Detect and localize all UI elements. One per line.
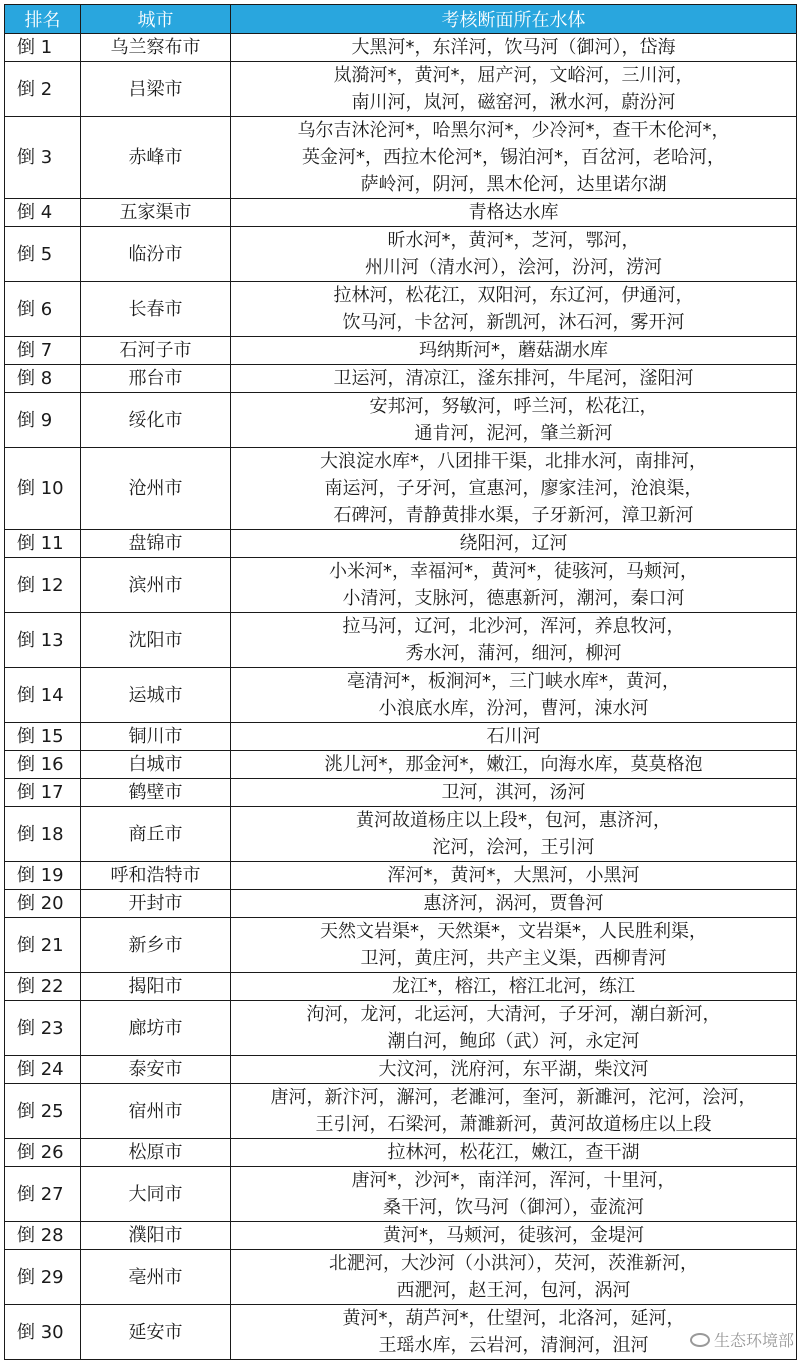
water-cell: 绕阳河，辽河 (231, 530, 797, 558)
weibo-logo-icon (690, 1333, 710, 1347)
water-cell: 拉林河，松花江，双阳河，东辽河，伊通河， 饮马河，卡岔河，新凯河，沐石河，雾开河 (231, 282, 797, 337)
water-cell: 昕水河*，黄河*，芝河，鄂河， 州川河（清水河），浍河，汾河，涝河 (231, 227, 797, 282)
city-cell: 石河子市 (81, 337, 231, 365)
water-cell: 洮儿河*，那金河*，嫩江，向海水库，莫莫格泡 (231, 751, 797, 779)
water-cell: 惠济河，涡河，贾鲁河 (231, 890, 797, 918)
city-cell: 赤峰市 (81, 117, 231, 199)
table-row (5, 1167, 797, 1222)
city-cell: 临汾市 (81, 227, 231, 282)
table-row (5, 530, 797, 558)
water-cell: 泃河，龙河，北运河，大清河，子牙河，潮白新河， 潮白河，鲍邱（武）河，永定河 (231, 1001, 797, 1056)
water-cell: 北淝河，大沙河（小洪河），芡河，茨淮新河， 西淝河，赵王河，包河，涡河 (231, 1250, 797, 1305)
table-row (5, 227, 797, 282)
water-cell: 卫河，淇河，汤河 (231, 779, 797, 807)
city-cell: 铜川市 (81, 723, 231, 751)
watermark (690, 1328, 794, 1351)
assessment-table (4, 4, 797, 1360)
table-row (5, 890, 797, 918)
table-row (5, 34, 797, 62)
city-cell: 商丘市 (81, 807, 231, 862)
table-row (5, 1222, 797, 1250)
table-row (5, 199, 797, 227)
table-row (5, 365, 797, 393)
rank-cell: 倒 28 (5, 1222, 81, 1250)
water-cell: 黄河*，葫芦河*，仕望河，北洛河，延河， 王瑶水库，云岩河，清涧河，沮河 (231, 1305, 797, 1360)
rank-cell: 倒 18 (5, 807, 81, 862)
rank-cell: 倒 5 (5, 227, 81, 282)
water-cell: 唐河*，沙河*，南洋河，浑河，十里河， 桑干河，饮马河（御河），壶流河 (231, 1167, 797, 1222)
city-cell: 宿州市 (81, 1084, 231, 1139)
rank-cell: 倒 13 (5, 613, 81, 668)
table-row (5, 723, 797, 751)
table-header-row (5, 5, 797, 34)
rank-cell: 倒 24 (5, 1056, 81, 1084)
table-row (5, 1250, 797, 1305)
table-row (5, 807, 797, 862)
rank-cell: 倒 11 (5, 530, 81, 558)
city-cell: 亳州市 (81, 1250, 231, 1305)
rank-cell: 倒 30 (5, 1305, 81, 1360)
watermark-text: 生态环境部 (713, 1331, 794, 1350)
table-row (5, 751, 797, 779)
table-row (5, 1056, 797, 1084)
rank-cell: 倒 7 (5, 337, 81, 365)
city-cell: 沈阳市 (81, 613, 231, 668)
rank-cell: 倒 26 (5, 1139, 81, 1167)
rank-cell: 倒 21 (5, 918, 81, 973)
city-cell: 滨州市 (81, 558, 231, 613)
table-row (5, 117, 797, 199)
city-cell: 大同市 (81, 1167, 231, 1222)
city-cell: 呼和浩特市 (81, 862, 231, 890)
rank-cell: 倒 14 (5, 668, 81, 723)
table-row (5, 62, 797, 117)
table-row (5, 1084, 797, 1139)
city-cell: 邢台市 (81, 365, 231, 393)
water-cell: 黄河*，马颊河，徒骇河，金堤河 (231, 1222, 797, 1250)
city-cell: 乌兰察布市 (81, 34, 231, 62)
city-cell: 绥化市 (81, 393, 231, 448)
water-cell: 大汶河，洸府河，东平湖，柴汶河 (231, 1056, 797, 1084)
water-cell: 安邦河，努敏河，呼兰河，松花江， 通肯河，泥河，肇兰新河 (231, 393, 797, 448)
rank-cell: 倒 12 (5, 558, 81, 613)
rank-cell: 倒 3 (5, 117, 81, 199)
water-cell: 小米河*，幸福河*，黄河*，徒骇河，马颊河， 小清河，支脉河，德惠新河，潮河，秦口河 (231, 558, 797, 613)
water-cell: 黄河故道杨庄以上段*，包河，惠济河， 沱河，浍河，王引河 (231, 807, 797, 862)
rank-cell: 倒 2 (5, 62, 81, 117)
water-cell: 乌尔吉沐沦河*，哈黑尔河*，少冷河*，查干木伦河*， 英金河*，西拉木伦河*，锡泊河*，百岔河，老哈河， 萨岭河，阴河，黑木伦河，达里诺尔湖 (231, 117, 797, 199)
city-cell: 泰安市 (81, 1056, 231, 1084)
table-row (5, 779, 797, 807)
rank-cell: 倒 4 (5, 199, 81, 227)
rank-cell: 倒 9 (5, 393, 81, 448)
rank-cell: 倒 1 (5, 34, 81, 62)
rank-cell: 倒 22 (5, 973, 81, 1001)
water-cell: 唐河，新汴河，澥河，老濉河，奎河，新濉河，沱河，浍河， 王引河，石梁河，萧濉新河，黄河故道杨庄以上段 (231, 1084, 797, 1139)
city-cell: 长春市 (81, 282, 231, 337)
table-row (5, 1305, 797, 1360)
city-cell: 沧州市 (81, 448, 231, 530)
table-row (5, 1001, 797, 1056)
rank-cell: 倒 8 (5, 365, 81, 393)
rank-cell: 倒 16 (5, 751, 81, 779)
table-row (5, 558, 797, 613)
city-cell: 白城市 (81, 751, 231, 779)
water-cell: 浑河*，黄河*，大黑河，小黑河 (231, 862, 797, 890)
table-row (5, 918, 797, 973)
city-cell: 运城市 (81, 668, 231, 723)
rank-cell: 倒 20 (5, 890, 81, 918)
rank-cell: 倒 25 (5, 1084, 81, 1139)
rank-cell: 倒 19 (5, 862, 81, 890)
table-row (5, 668, 797, 723)
header-rank: 排名 (5, 5, 81, 34)
water-cell: 卫运河，清凉江，滏东排河，牛尾河，滏阳河 (231, 365, 797, 393)
header-city: 城市 (81, 5, 231, 34)
city-cell: 揭阳市 (81, 973, 231, 1001)
water-cell: 大浪淀水库*，八团排干渠，北排水河，南排河， 南运河，子牙河，宣惠河，廖家洼河，沧浪渠， 石碑河，青静黄排水渠，子牙新河，漳卫新河 (231, 448, 797, 530)
table-row (5, 282, 797, 337)
water-cell: 岚漪河*，黄河*，屈产河，文峪河，三川河， 南川河，岚河，磁窑河，湫水河，蔚汾河 (231, 62, 797, 117)
rank-cell: 倒 10 (5, 448, 81, 530)
table-row (5, 337, 797, 365)
rank-cell: 倒 23 (5, 1001, 81, 1056)
table-row (5, 1139, 797, 1167)
city-cell: 新乡市 (81, 918, 231, 973)
city-cell: 盘锦市 (81, 530, 231, 558)
city-cell: 濮阳市 (81, 1222, 231, 1250)
table-row (5, 393, 797, 448)
water-cell: 青格达水库 (231, 199, 797, 227)
table-row (5, 973, 797, 1001)
table-row (5, 862, 797, 890)
header-water: 考核断面所在水体 (231, 5, 797, 34)
city-cell: 鹤壁市 (81, 779, 231, 807)
table-row (5, 613, 797, 668)
water-cell: 亳清河*，板涧河*，三门峡水库*，黄河， 小浪底水库，汾河，曹河，涑水河 (231, 668, 797, 723)
city-cell: 廊坊市 (81, 1001, 231, 1056)
water-cell: 玛纳斯河*，蘑菇湖水库 (231, 337, 797, 365)
water-cell: 拉马河，辽河，北沙河，浑河，养息牧河， 秀水河，蒲河，细河，柳河 (231, 613, 797, 668)
table-row (5, 448, 797, 530)
water-cell: 石川河 (231, 723, 797, 751)
city-cell: 吕梁市 (81, 62, 231, 117)
water-cell: 龙江*，榕江，榕江北河，练江 (231, 973, 797, 1001)
rank-cell: 倒 6 (5, 282, 81, 337)
rank-cell: 倒 27 (5, 1167, 81, 1222)
rank-cell: 倒 29 (5, 1250, 81, 1305)
water-cell: 天然文岩渠*，天然渠*，文岩渠*，人民胜利渠， 卫河，黄庄河，共产主义渠，西柳青河 (231, 918, 797, 973)
rank-cell: 倒 17 (5, 779, 81, 807)
water-cell: 拉林河，松花江，嫩江，查干湖 (231, 1139, 797, 1167)
city-cell: 延安市 (81, 1305, 231, 1360)
city-cell: 五家渠市 (81, 199, 231, 227)
rank-cell: 倒 15 (5, 723, 81, 751)
city-cell: 松原市 (81, 1139, 231, 1167)
water-cell: 大黑河*，东洋河，饮马河（御河），岱海 (231, 34, 797, 62)
city-cell: 开封市 (81, 890, 231, 918)
